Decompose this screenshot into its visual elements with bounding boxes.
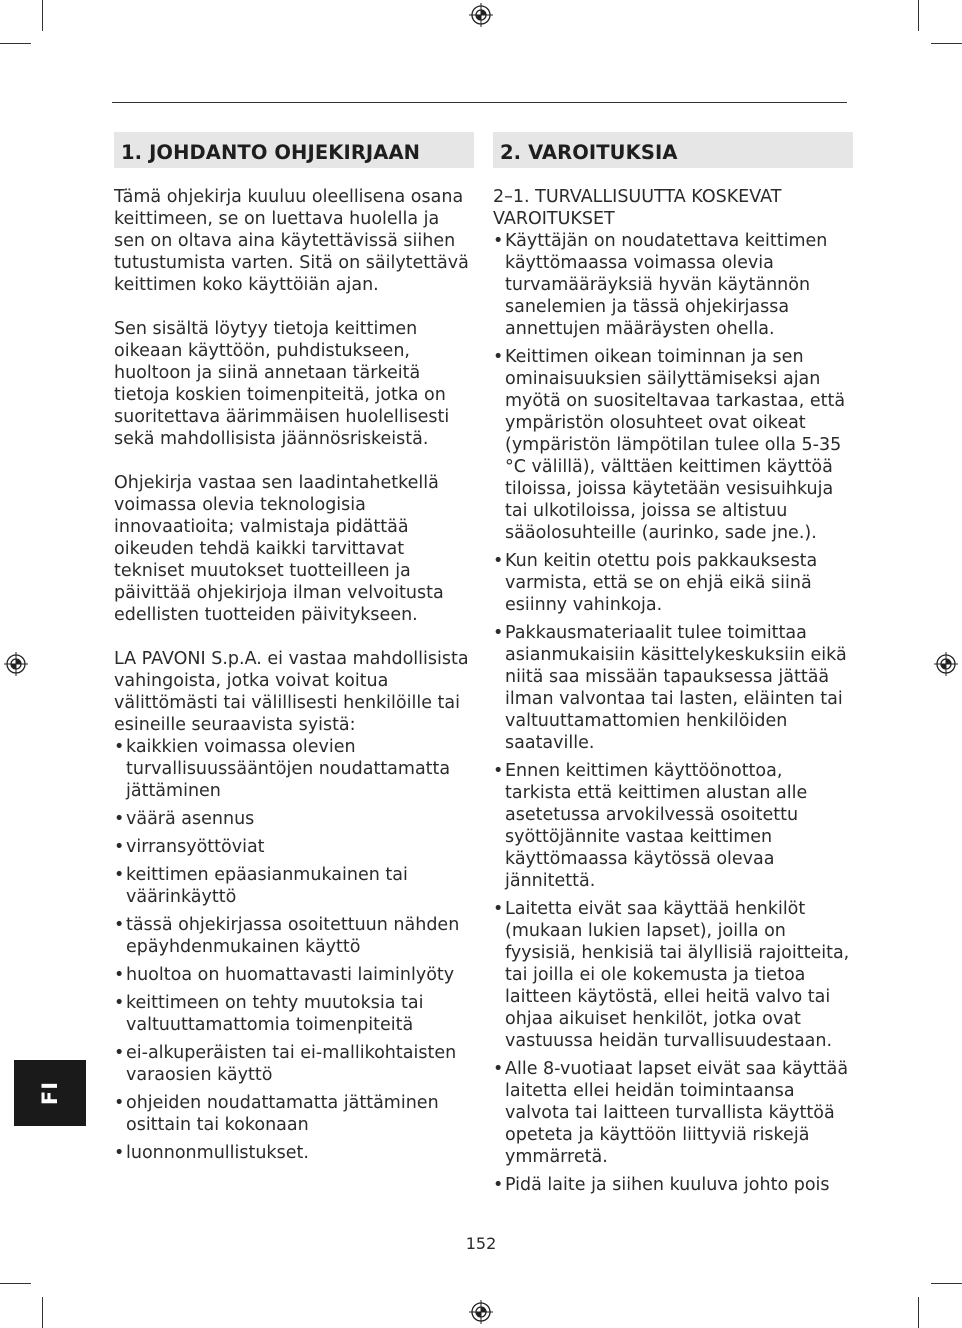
registration-mark-icon <box>469 1300 493 1324</box>
section-1-body <box>114 186 474 1164</box>
section-warnings <box>493 132 853 1202</box>
crop-mark-top-right-v <box>918 0 919 31</box>
crop-mark-top-right-h <box>931 43 962 44</box>
section-1-heading: 1. JOHDANTO OHJEKIRJAAN <box>114 132 474 168</box>
list-item: • Ennen keittimen käyttöönottoa, tarkista että keittimen alustan alle asetetussa arvokilvessä osoitettu syöttöjännite vastaa keittimen käyttömaassa käytössä olevaa jännitettä. <box>493 760 853 892</box>
subsection-heading: 2–1. TURVALLISUUTTA KOSKEVAT VAROITUKSET <box>493 187 782 229</box>
list-item: • keittimen epäasianmukainen tai väärinkäyttö <box>114 864 474 908</box>
list-item: • ohjeiden noudattamatta jättäminen osittain tai kokonaan <box>114 1092 474 1136</box>
section-introduction <box>114 132 474 1170</box>
list-item: • luonnonmullistukset. <box>114 1142 474 1164</box>
crop-mark-bottom-right-h <box>931 1283 962 1284</box>
list-item: • kaikkien voimassa olevien turvallisuussääntöjen noudattamatta jättäminen <box>114 736 474 802</box>
section-2-body <box>493 186 853 1196</box>
registration-mark-icon <box>469 3 493 27</box>
crop-mark-bottom-right-v <box>918 1297 919 1328</box>
language-tab-label: FI <box>38 1080 62 1106</box>
section-2-heading: 2. VAROITUKSIA <box>493 132 853 168</box>
page-number: 152 <box>465 1234 497 1253</box>
paragraph: Tämä ohjekirja kuuluu oleellisena osana keittimeen, se on luettava huolella ja sen on oltava aina käytettävissä siihen tutustumista varten. Sitä on säilytettävä keittimen koko käyttöiän ajan. <box>114 187 469 295</box>
header-rule <box>112 102 847 103</box>
liability-list <box>114 736 474 1164</box>
list-item: • Pidä laite ja siihen kuuluva johto pois <box>493 1174 853 1196</box>
list-item: • huoltoa on huomattavasti laiminlyöty <box>114 964 474 986</box>
crop-mark-bottom-left-v <box>42 1297 43 1328</box>
list-item: • Kun keitin otettu pois pakkauksesta varmista, että se on ehjä eikä siinä esiinny vahinkoja. <box>493 550 853 616</box>
paragraph: Sen sisältä löytyy tietoja keittimen oikeaan käyttöön, puhdistukseen, huoltoon ja siinä annetaan tärkeitä tietoja koskien toimenpiteitä, jotka on suoritettava äärimmäisen huolellisesti sekä mahdollisista jäännösriskeistä. <box>114 319 450 449</box>
list-item: • väärä asennus <box>114 808 474 830</box>
list-item: • Käyttäjän on noudatettava keittimen käyttömaassa voimassa olevia turvamääräyksiä hyvän käytännön sanelemien ja tässä ohjekirjassa annettujen määräysten ohella. <box>493 230 853 340</box>
safety-warnings-list <box>493 230 853 1196</box>
list-item: • ei-alkuperäisten tai ei-mallikohtaisten varaosien käyttö <box>114 1042 474 1086</box>
list-item: • virransyöttöviat <box>114 836 474 858</box>
list-item: • Pakkausmateriaalit tulee toimittaa asianmukaisiin käsittelykeskuksiin eikä niitä saa missään tapauksessa jättää ilman valvontaa tai lasten, eläinten tai valtuuttamattomien henkilöiden saataville. <box>493 622 853 754</box>
crop-mark-top-left-h <box>0 43 31 44</box>
list-item: • tässä ohjekirjassa osoitettuun nähden epäyhdenmukainen käyttö <box>114 914 474 958</box>
list-item: • Keittimen oikean toiminnan ja sen ominaisuuksien säilyttämiseksi ajan myötä on suositeltavaa tarkastaa, että ympäristön olosuhteet ovat oikeat (ympäristön lämpötilan tulee olla 5-35 °C välillä), välttäen keittimen käyttöä tiloissa, joissa käytetään vesisuihkuja tai ulkotiloissa, joissa se altistuu sääolosuhteille (aurinko, sade jne.). <box>493 346 853 544</box>
language-tab <box>14 1060 86 1126</box>
crop-mark-top-left-v <box>42 0 43 31</box>
registration-mark-icon <box>4 652 28 676</box>
paragraph: Ohjekirja vastaa sen laadintahetkellä voimassa olevia teknologisia innovaatioita; valmistaja pidättää oikeuden tehdä kaikki tarvittavat tekniset muutokset tuotteilleen ja päivittää ohjekirjoja ilman velvoitusta edellisten tuotteiden päivitykseen. <box>114 473 444 625</box>
list-item: • Alle 8-vuotiaat lapset eivät saa käyttää laitetta ellei heidän toimintaansa valvota tai laitteen turvallista käyttöä opeteta ja käyttöön liittyviä riskejä ymmärretä. <box>493 1058 853 1168</box>
paragraph: LA PAVONI S.p.A. ei vastaa mahdollisista vahingoista, jotka voivat koitua välittömästi tai välillisesti henkilöille tai esineille seuraavista syistä: <box>114 649 469 735</box>
list-item: • Laitetta eivät saa käyttää henkilöt (mukaan lukien lapset), joilla on fyysisiä, henkisiä tai älyllisiä rajoitteita, tai joilla ei ole kokemusta ja tietoa laitteen käytöstä, ellei heitä valvo tai ohjaa aikuiset henkilöt, jotka ovat vastuussa heidän turvallisuudestaan. <box>493 898 853 1052</box>
list-item: • keittimeen on tehty muutoksia tai valtuuttamattomia toimenpiteitä <box>114 992 474 1036</box>
registration-mark-icon <box>934 652 958 676</box>
crop-mark-bottom-left-h <box>0 1283 31 1284</box>
